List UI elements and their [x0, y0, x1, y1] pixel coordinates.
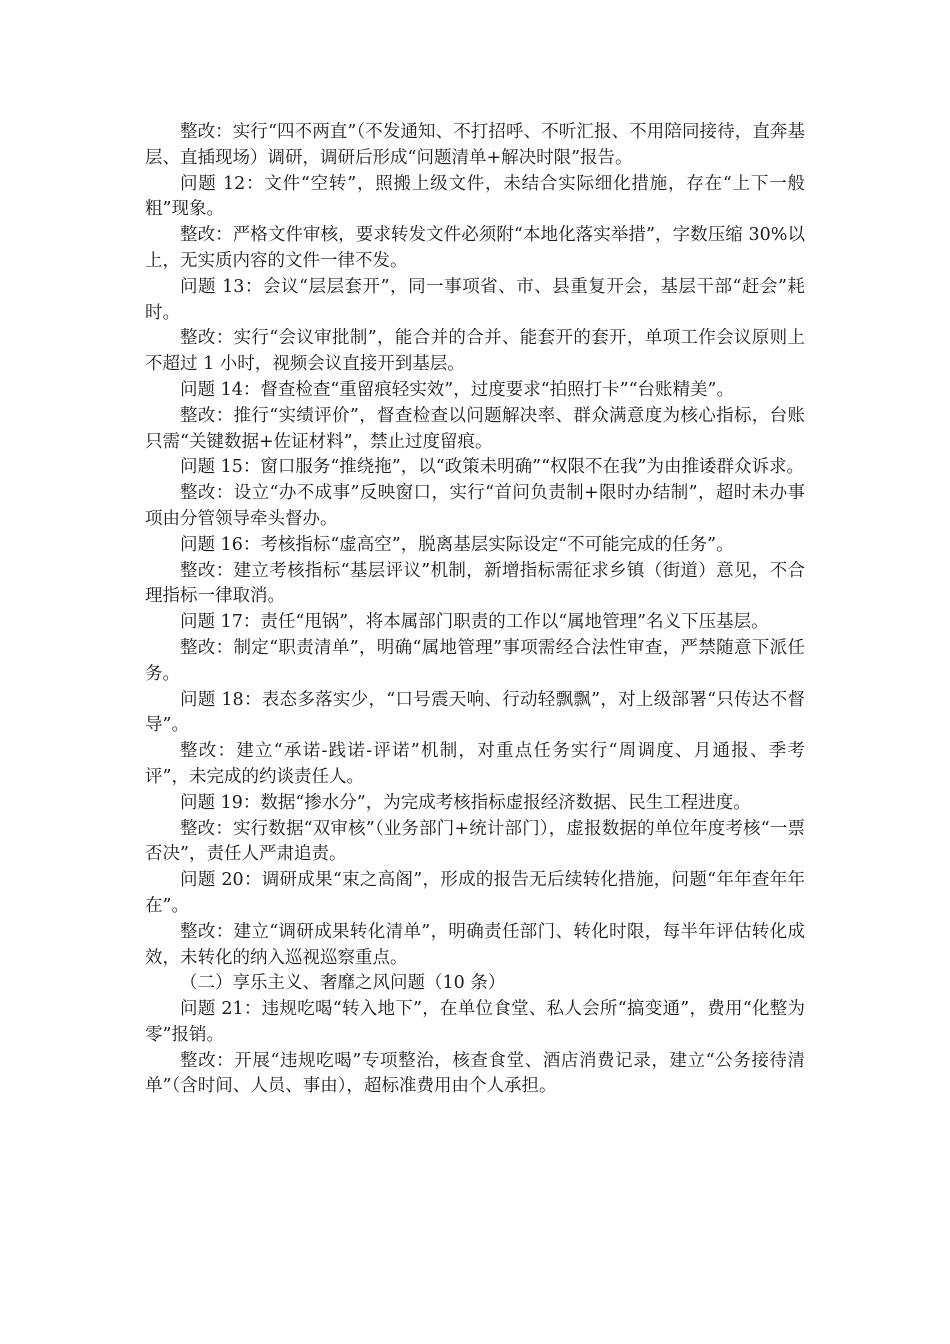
paragraph-rectification-12: 整改：严格文件审核，要求转发文件必须附“本地化落实举措”，字数压缩 30%以上，无实质内容的文件一律不发。 [145, 225, 805, 271]
paragraph-problem-17: 问题 17：责任“甩锅”，将本属部门职责的工作以“属地管理”名义下压基层。 [180, 612, 769, 633]
paragraph-rectification-19: 整改：实行数据“双审核”（业务部门+统计部门），虚报数据的单位年度考核“一票否决”，责任人严肃追责。 [145, 818, 805, 865]
paragraph-rectification-18: 整改：建立“承诺-践诺-评诺”机制，对重点任务实行“周调度、月通报、季考评”，未完成的约谈责任人。 [145, 741, 805, 787]
paragraph-problem-12: 问题 12：文件“空转”，照搬上级文件，未结合实际细化措施，存在“上下一般粗”现象。 [145, 173, 805, 220]
section-heading: （二）享乐主义、奢靡之风问题（10 条） [180, 973, 506, 994]
paragraph-rectification-21: 整改：开展“违规吃喝”专项整治，核查食堂、酒店消费记录，建立“公务接待清单”（含时间、人员、事由），超标准费用由个人承担。 [145, 1050, 805, 1097]
paragraph-problem-19: 问题 19：数据“掺水分”，为完成考核指标虚报经济数据、民生工程进度。 [180, 792, 751, 813]
paragraph-rectification-15: 整改：设立“办不成事”反映窗口，实行“首问负责制+限时办结制”，超时未办事项由分管领导牵头督办。 [145, 483, 805, 529]
paragraph-problem-14: 问题 14：督查检查“重留痕轻实效”，过度要求“拍照打卡”“台账精美”。 [180, 379, 735, 400]
paragraph-rectification-20: 整改：建立“调研成果转化清单”，明确责任部门、转化时限，每半年评估转化成效，未转化的纳入巡视巡察重点。 [145, 921, 805, 968]
paragraph-rectification-17: 整改：制定“职责清单”，明确“属地管理”事项需经合法性审查，严禁随意下派任务。 [145, 637, 805, 684]
paragraph-problem-18: 问题 18：表态多落实少，“口号震天响、行动轻飘飘”，对上级部署“只传达不督导”。 [145, 689, 805, 736]
paragraph-rectification-13: 整改：实行“会议审批制”，能合并的合并、能套开的套开，单项工作会议原则上不超过 1 小时，视频会议直接开到基层。 [145, 328, 805, 375]
paragraph-rectification-14: 整改：推行“实绩评价”，督查检查以问题解决率、群众满意度为核心指标，台账只需“关键数据+佐证材料”，禁止过度留痕。 [145, 405, 805, 452]
document-body [145, 120, 805, 1100]
paragraph-problem-16: 问题 16：考核指标“虚高空”，脱离基层实际设定“不可能完成的任务”。 [180, 534, 734, 555]
paragraph-rectification-16: 整改：建立考核指标“基层评议”机制，新增指标需征求乡镇（街道）意见，不合理指标一律取消。 [145, 560, 805, 607]
paragraph-problem-21: 问题 21：违规吃喝“转入地下”，在单位食堂、私人会所“搞变通”，费用“化整为零”报销。 [145, 999, 805, 1045]
paragraph-problem-20: 问题 20：调研成果“束之高阁”，形成的报告无后续转化措施，问题“年年查年年在”。 [145, 870, 805, 916]
paragraph-problem-13: 问题 13：会议“层层套开”，同一事项省、市、县重复开会，基层干部“赶会”耗时。 [145, 276, 805, 323]
paragraph-problem-15: 问题 15：窗口服务“推绕拖”，以“政策未明确”“权限不在我”为由推诿群众诉求。 [180, 457, 805, 478]
paragraph-rectification: 整改：实行“四不两直”（不发通知、不打招呼、不听汇报、不用陪同接待，直奔基层、直插现场）调研，调研后形成“问题清单+解决时限”报告。 [145, 122, 805, 168]
